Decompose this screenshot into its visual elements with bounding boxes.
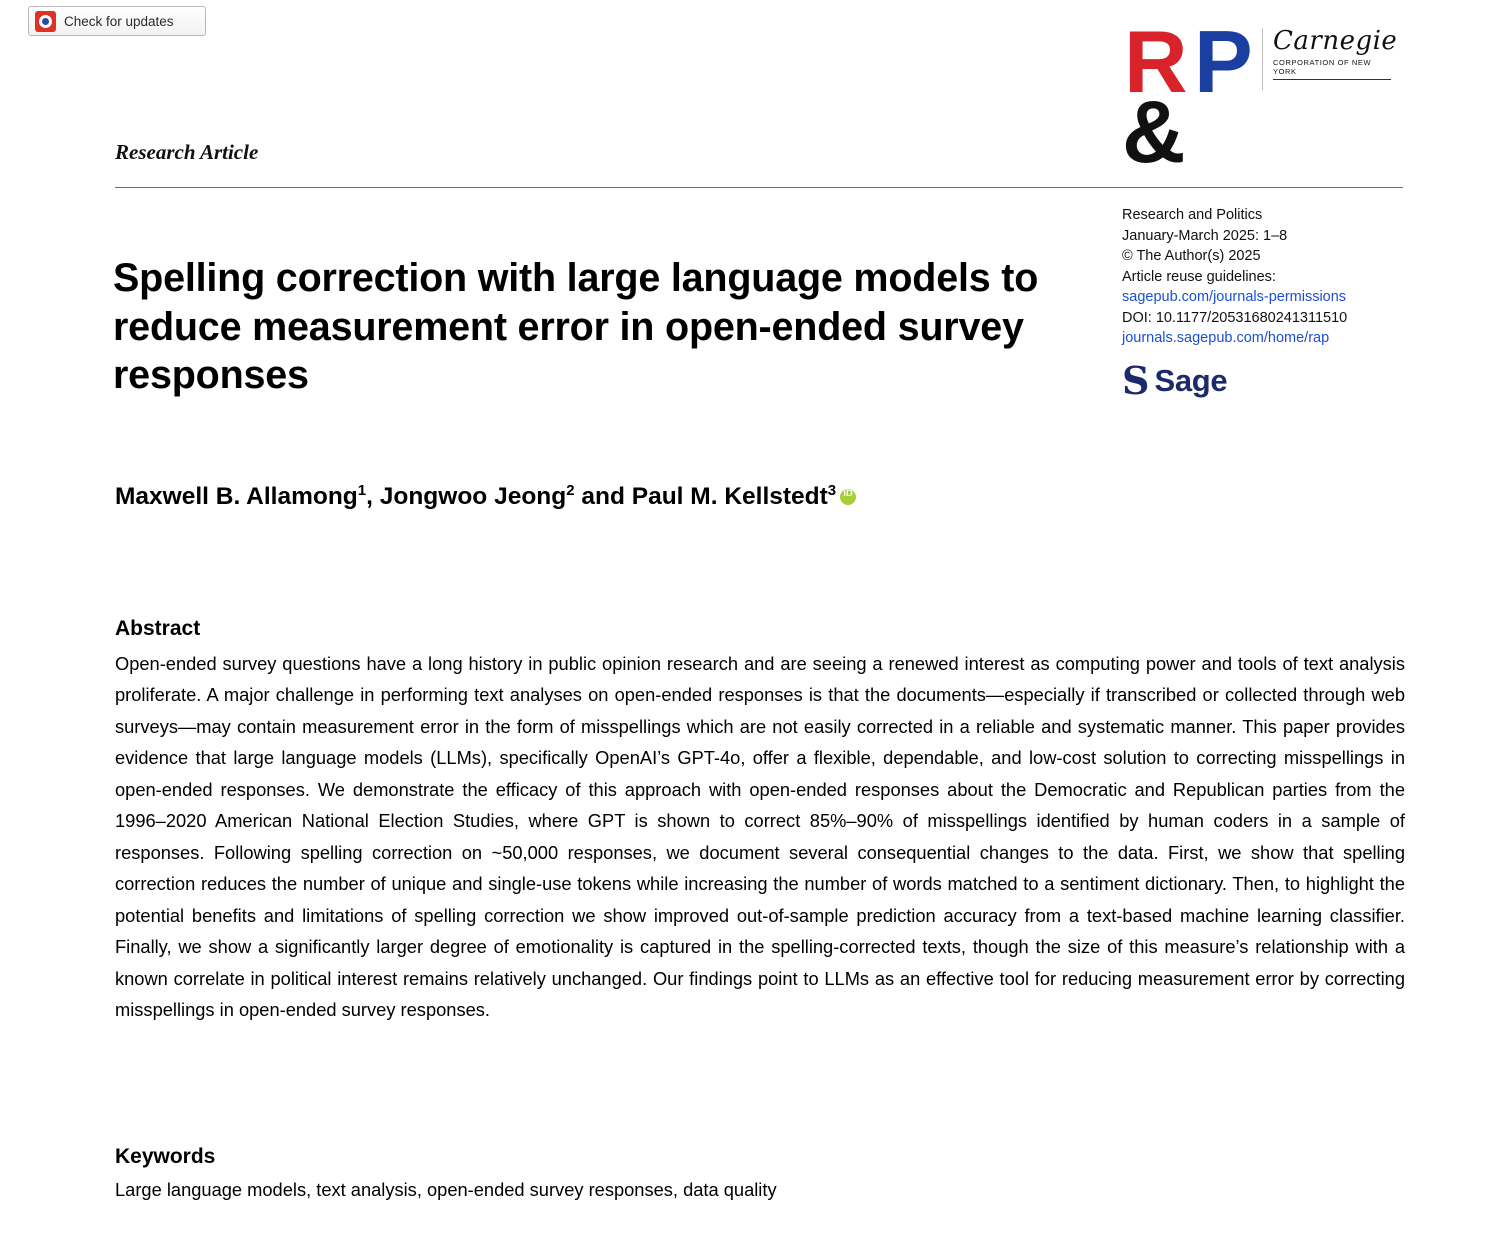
carnegie-subtitle: CORPORATION OF NEW YORK [1273, 58, 1372, 76]
check-for-updates-label: Check for updates [64, 13, 174, 29]
author-name-3: Paul M. Kellstedt$^3$ [631, 482, 837, 511]
journal-logo [1122, 12, 1264, 181]
journal-doi: DOI: 10.1177/20531680241311510 [1122, 309, 1348, 326]
carnegie-wordmark: Carnegie [1273, 26, 1398, 56]
journal-logo-ampersand: & [1122, 82, 1186, 181]
section-label: Research Article [115, 140, 259, 164]
page-title: Spelling correction with large language models to reduce measurement error in open-ended survey responses [113, 256, 1039, 397]
author-conjunction: and [581, 483, 632, 511]
journal-logo-letter-r: R [1124, 12, 1188, 111]
journal-logo-letter-p: P [1194, 12, 1253, 111]
abstract-text: Open-ended survey questions have a long history in public opinion research and are seeing a renewed interest as computing power and tools of text analysis proliferate. A major challenge in performing text analyses on open-ended responses is that the documents—especially if transcribed or collected through web surveys—may contain measurement error in the form of misspellings which are not easily corrected in a reliable and systematic manner. This paper provides evidence that large language models (LLMs), specifically OpenAI’s GPT-4o, offer a flexible, dependable, and low-cost solution to correcting misspellings in open-ended responses. We demonstrate the efficacy of this approach with open-ended responses about the Democratic and Republican parties from the 1996–2020 American National Election Studies, where GPT is shown to correct 85%–90% of misspellings identified by human coders in a sample of responses. Following spelling correction on ~50,000 responses, we document several consequential changes to the data. First, we show that spelling correction reduces the number of unique and single-use tokens while increasing the number of words matched to a sentiment dictionary. Then, to highlight the potential benefits and limitations of spelling correction we show improved out-of-sample prediction accuracy from a text-based machine learning classifier. Finally, we show a significantly larger degree of emotionality is captured in the spelling-corrected texts, though the size of this measure’s relationship with a known correlate in political interest remains relatively unchanged. Our findings point to LLMs as an effective tool for reducing measurement error by correcting misspellings in open-ended survey responses. [115, 653, 1405, 1021]
header-divider [115, 187, 1403, 188]
author-name-2: Jongwoo Jeong$^2$ [379, 482, 575, 511]
permissions-link[interactable]: sagepub.com/journals-permissions [1122, 289, 1347, 306]
crossmark-icon [35, 11, 56, 32]
author-affiliation-marker-2: 2 [566, 482, 575, 499]
author-list [115, 482, 1215, 511]
keywords-text: Large language models, text analysis, open-ended survey responses, data quality [115, 1179, 777, 1200]
author-affiliation-marker-3: 3 [827, 482, 837, 499]
check-for-updates-badge[interactable] [28, 6, 206, 36]
abstract-heading: Abstract [115, 617, 201, 640]
journal-metadata [1122, 205, 1412, 349]
sage-mark-icon: S [1122, 358, 1150, 403]
author-name-1: Maxwell B. Allamong$^1$, [115, 482, 373, 511]
journal-reuse-label: Article reuse guidelines: [1122, 268, 1276, 285]
journal-copyright: © The Author(s) 2025 [1122, 248, 1261, 265]
keywords-heading: Keywords [115, 1145, 216, 1168]
carnegie-divider [1273, 79, 1391, 80]
journal-name: Research and Politics [1122, 207, 1263, 223]
sage-wordmark: Sage [1154, 363, 1228, 398]
orcid-icon[interactable] [840, 489, 856, 505]
carnegie-logo [1262, 26, 1398, 90]
sage-logo [1122, 358, 1228, 403]
journal-home-link[interactable]: journals.sagepub.com/home/rap [1122, 330, 1330, 347]
journal-issue: January-March 2025: 1–8 [1122, 227, 1288, 244]
author-affiliation-marker-1: 1 [357, 482, 367, 499]
